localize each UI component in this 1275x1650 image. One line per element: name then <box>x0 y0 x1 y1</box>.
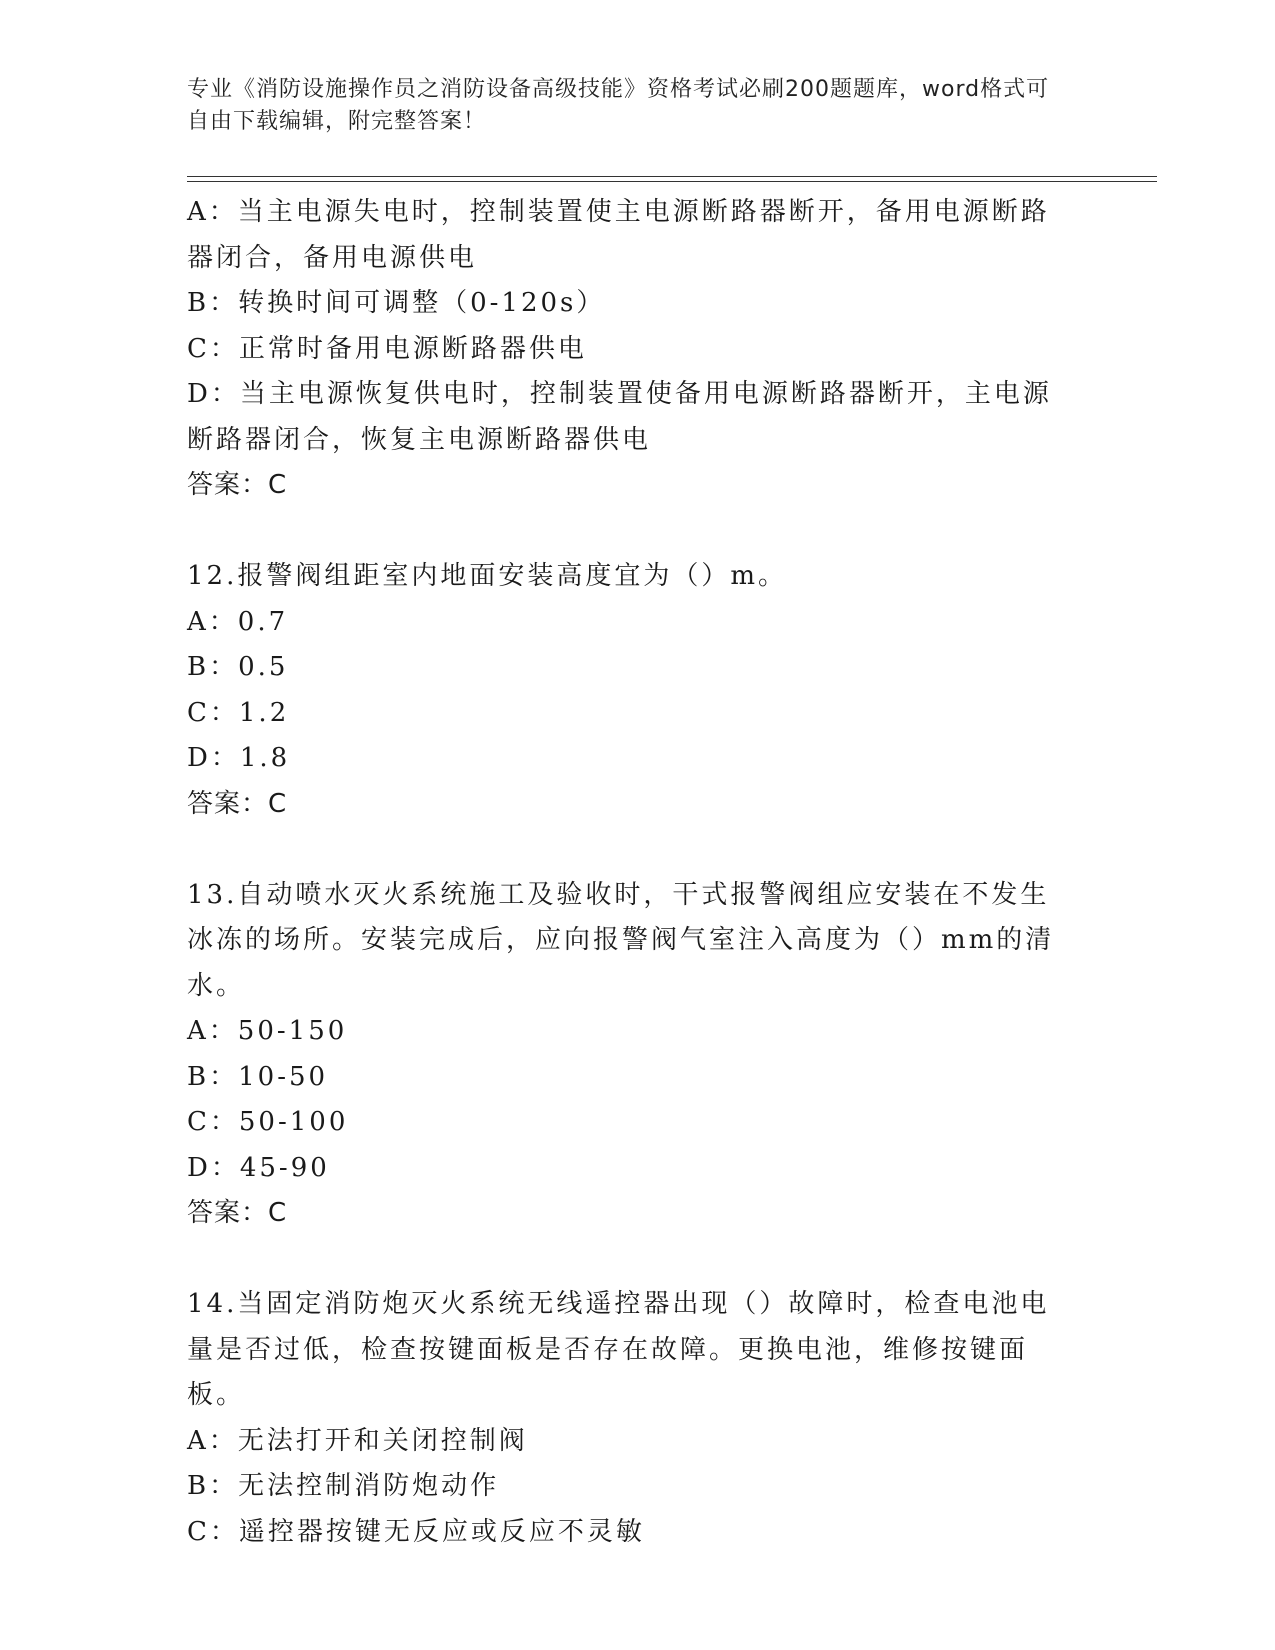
spacer <box>187 827 1077 873</box>
header-double-rule <box>187 176 1157 182</box>
answer-line: 答案：C <box>187 1198 288 1228</box>
document-header-title: 专业《消防设施操作员之消防设备高级技能》资格考试必刷200题题库，word格式可自由下载编辑，附完整答案！ <box>187 77 1050 134</box>
answer-line: 答案：C <box>187 788 288 819</box>
question-stem: 13.自动喷水灭火系统施工及验收时，干式报警阀组应安装在不发生冰冻的场所。安装完成后，应向报警阀气室注入高度为（）mm的清水。 <box>187 879 1055 1001</box>
option-d: D：当主电源恢复供电时，控制装置使备用电源断路器断开，主电源断路器闭合，恢复主电源断路器供电 <box>187 379 1052 455</box>
answer-line: 答案：C <box>187 470 288 500</box>
option-b: B：0.5 <box>187 652 289 682</box>
option-d: D：1.8 <box>187 743 291 773</box>
spacer <box>187 509 1077 555</box>
option-c: C：1.2 <box>187 697 290 728</box>
document-body <box>187 190 1077 1555</box>
option-b: B：10-50 <box>187 1061 329 1092</box>
question-stem: 12.报警阀组距室内地面安装高度宜为（）m。 <box>187 561 788 591</box>
option-b: B：转换时间可调整（0-120s） <box>187 288 606 318</box>
question-14 <box>187 1282 1077 1555</box>
option-b: B：无法控制消防炮动作 <box>187 1471 500 1501</box>
option-c: C：50-100 <box>187 1107 349 1137</box>
question-13 <box>187 873 1077 1237</box>
question-12 <box>187 554 1077 827</box>
question-11-continued <box>187 190 1077 509</box>
option-c: C：遥控器按键无反应或反应不灵敏 <box>187 1516 645 1547</box>
option-c: C：正常时备用电源断路器供电 <box>187 333 587 364</box>
option-d: D：45-90 <box>187 1152 330 1183</box>
option-a: A：0.7 <box>187 606 289 637</box>
option-a: A：50-150 <box>187 1016 348 1046</box>
question-stem: 14.当固定消防炮灭火系统无线遥控器出现（）故障时，检查电池电量是否过低，检查按键面板是否存在故障。更换电池，维修按键面板。 <box>187 1289 1050 1410</box>
option-a: A：无法打开和关闭控制阀 <box>187 1425 528 1456</box>
spacer <box>187 1237 1077 1283</box>
option-a: A：当主电源失电时，控制装置使主电源断路器断开，备用电源断路器闭合，备用电源供电 <box>187 197 1050 273</box>
